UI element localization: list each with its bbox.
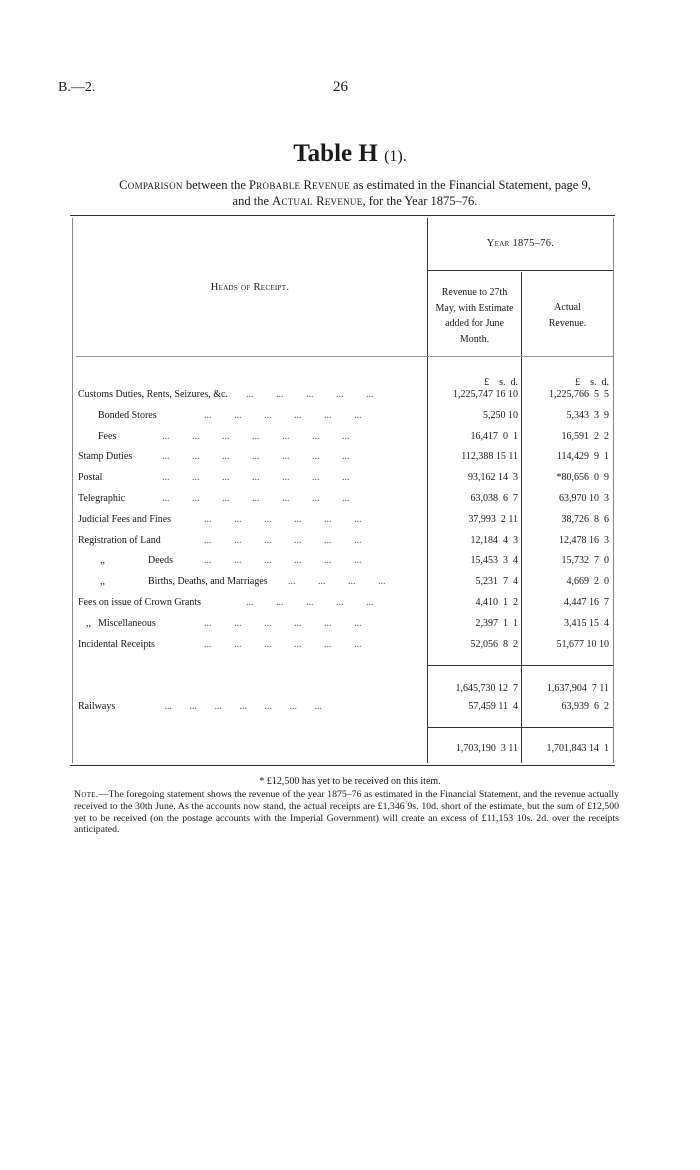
page-number: 26	[333, 79, 348, 95]
leader-dots: ... ... ... ... ...	[246, 597, 374, 608]
leader-dots: ... ... ... ... ...	[246, 389, 374, 400]
estimate-cell: 1,225,747 16 10	[453, 389, 518, 400]
title-suffix: (1).	[384, 148, 407, 165]
row-label: Railways	[78, 701, 116, 712]
title-main: Table H	[293, 140, 378, 167]
row-label: Telegraphic	[78, 493, 126, 504]
header-underline	[76, 356, 613, 357]
actual-cell: 16,591 2 2	[561, 430, 609, 442]
table-left-rule	[72, 218, 73, 763]
row-label: Incidental Receipts	[78, 638, 155, 650]
caption-text: between the	[182, 178, 249, 192]
leader-dots: ... ... ... ... ... ...	[204, 409, 362, 421]
table-bottom-rule	[70, 765, 615, 766]
header-line: Actual	[554, 302, 581, 313]
ditto-mark: ,,	[100, 576, 105, 588]
actual-cell: 4,669 2 0	[566, 576, 609, 588]
estimate-cell: 37,993 2 11	[468, 513, 518, 525]
estimate-cell: 93,162 14 3	[468, 472, 518, 484]
total-actual: 1,701,843 14 1	[546, 743, 609, 754]
actual-cell: 114,429 9 1	[556, 451, 609, 463]
units-estimate: £ s. d.	[484, 377, 518, 388]
caption-word: Revenue	[303, 178, 350, 192]
leader-dots: ... ... ... ... ... ...	[204, 534, 362, 546]
row-label: Bonded Stores	[98, 409, 157, 421]
note-text: —The foregoing statement shows the revenue of the year 1875–76 as estimated in the Financial Statement, and the revenue actually received to the 30th June. As the accounts now stand, the actual receipts are £1,346 9s. 10d. short of the estimate, but the sum of £12,500 yet to be received (on the postage accounts with the Imperial Government) will create an excess of £11,153 10s. 2d. over the receipts anticipated.	[74, 789, 619, 836]
estimate-cell: 2,397 1 1	[475, 617, 518, 629]
document-reference: B.—2.	[58, 80, 96, 95]
actual-cell: 5,343 3 9	[566, 409, 609, 421]
leader-dots: ... ... ... ...	[288, 576, 386, 588]
row-label: Miscellaneous	[98, 617, 156, 629]
row-label: Postal	[78, 472, 103, 484]
estimate-cell: 112,388 15 11	[461, 451, 518, 463]
actual-cell: 38,726 8 6	[561, 513, 609, 525]
row-label: Births, Deaths, and Marriages	[148, 576, 268, 588]
table-caption	[60, 177, 650, 209]
column-divider-2	[521, 272, 522, 763]
heads-of-receipt-header: Heads of Receipt.	[210, 282, 290, 293]
railways-actual: 63,939 6 2	[561, 701, 609, 712]
actual-cell: 4,447 16 7	[564, 597, 609, 608]
caption-text: as estimated in the Financial Statement, page 9,	[349, 178, 591, 192]
year-header: Year 1875–76.	[486, 238, 555, 249]
page-title	[0, 140, 700, 168]
explanatory-note	[74, 789, 619, 836]
actual-cell: *80,656 0 9	[556, 472, 609, 484]
caption-word: Comparison	[119, 178, 183, 192]
caption-text: , for the Year 1875–76.	[362, 194, 478, 208]
year-underline	[427, 270, 613, 271]
caption-text: and the	[232, 194, 273, 208]
actual-cell: 1,225,766 5 5	[549, 389, 609, 400]
header-line: Revenue to 27th	[441, 287, 508, 298]
estimate-cell: 12,184 4 3	[470, 534, 518, 546]
actual-cell: 3,415 15 4	[564, 617, 609, 629]
leader-dots: ... ... ... ... ... ...	[204, 638, 362, 650]
row-label: Judicial Fees and Fines	[78, 513, 172, 525]
header-line: added for June	[445, 318, 504, 329]
row-label: Fees on issue of Crown Grants	[78, 597, 202, 608]
leader-dots: ... ... ... ... ... ... ...	[162, 451, 350, 463]
estimate-cell: 5,250 10	[483, 409, 518, 421]
leader-dots: ... ... ... ... ... ...	[204, 555, 362, 567]
leader-dots: ... ... ... ... ... ... ...	[162, 493, 350, 504]
header-line: Revenue.	[548, 317, 587, 329]
row-label: Stamp Duties	[78, 451, 133, 463]
caption-word: Probable	[249, 178, 301, 192]
row-label: Customs Duties, Rents, Seizures, &c.	[78, 389, 228, 400]
subtotal-estimate: 1,645,730 12 7	[455, 683, 518, 694]
subtotal-rule	[427, 665, 613, 666]
row-label: Registration of Land	[78, 534, 161, 546]
total-rule	[427, 727, 613, 728]
table-top-rule	[70, 215, 615, 216]
actual-cell: 51,677 10 10	[556, 638, 609, 650]
caption-word: Revenue	[316, 194, 363, 208]
estimate-cell: 15,453 3 4	[470, 555, 518, 567]
subtotal-actual: 1,637,904 7 11	[546, 683, 609, 694]
estimate-cell: 5,231 7 4	[475, 576, 518, 588]
estimate-cell: 63,038 6 7	[470, 493, 518, 504]
units-actual: £ s. d.	[575, 377, 609, 388]
row-label: Deeds	[148, 555, 173, 567]
table-right-rule	[613, 218, 614, 763]
actual-cell: 15,732 7 0	[561, 555, 609, 567]
header-line: Month.	[459, 333, 490, 345]
leader-dots: ... ... ... ... ... ... ...	[162, 472, 350, 484]
ditto-mark: ,,	[100, 555, 105, 567]
actual-cell: 12,478 16 3	[559, 534, 609, 546]
leader-dots: ... ... ... ... ... ... ...	[162, 701, 322, 712]
railways-estimate: 57,459 11 4	[468, 701, 518, 712]
caption-word: Actual	[272, 194, 313, 208]
row-label: Fees	[98, 430, 117, 442]
leader-dots: ... ... ... ... ... ...	[204, 617, 362, 629]
estimate-cell: 52,056 8 2	[470, 638, 518, 650]
actual-cell: 63,970 10 3	[559, 493, 609, 504]
ditto-mark: ,,	[86, 617, 91, 629]
leader-dots: ... ... ... ... ... ...	[204, 513, 362, 525]
leader-dots: ... ... ... ... ... ... ...	[162, 430, 350, 442]
header-line: May, with Estimate	[435, 302, 514, 314]
estimate-column-header	[428, 285, 521, 347]
estimate-cell: 4,410 1 2	[475, 597, 518, 608]
estimate-cell: 16,417 0 1	[470, 430, 518, 442]
actual-column-header	[522, 300, 613, 331]
note-lead: Note.	[74, 789, 99, 800]
footnote: * £12,500 has yet to be received on this item.	[259, 776, 441, 787]
total-estimate: 1,703,190 3 11	[455, 743, 518, 754]
